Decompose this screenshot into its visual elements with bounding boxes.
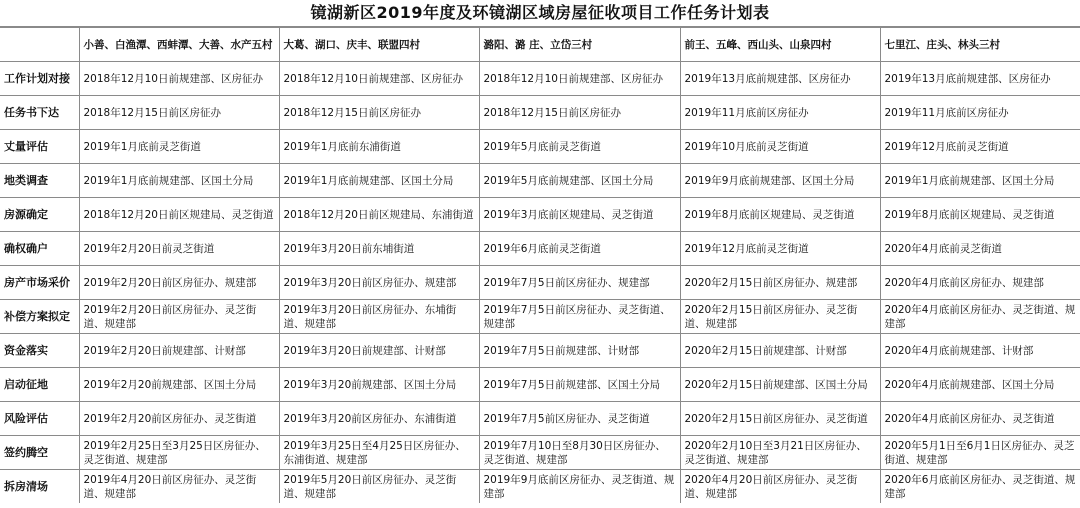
task-name-cell: 启动征地: [0, 368, 79, 402]
schedule-cell: 2019年8月底前区规建局、灵芝街道: [880, 198, 1080, 232]
schedule-cell: 2018年12月20日前区规建局、灵芝街道: [79, 198, 279, 232]
table-row: [0, 62, 1080, 96]
schedule-cell: 2019年1月底前规建部、区国土分局: [279, 164, 479, 198]
task-name-cell: 资金落实: [0, 334, 79, 368]
schedule-cell: 2020年4月底前区房征办、规建部: [880, 266, 1080, 300]
schedule-cell: 2019年5月20日前区房征办、灵芝街道、规建部: [279, 470, 479, 504]
schedule-cell: 2018年12月15日前区房征办: [479, 96, 680, 130]
schedule-cell: 2019年4月20日前区房征办、灵芝街道、规建部: [79, 470, 279, 504]
schedule-cell: 2019年3月底前区规建局、灵芝街道: [479, 198, 680, 232]
table-row: [0, 130, 1080, 164]
task-name-cell: 工作计划对接: [0, 62, 79, 96]
table-row: [0, 402, 1080, 436]
schedule-cell: 2020年2月15日前规建部、计财部: [680, 334, 880, 368]
schedule-cell: 2019年7月10日至8月30日区房征办、灵芝街道、规建部: [479, 436, 680, 470]
task-name-cell: 房产市场采价: [0, 266, 79, 300]
schedule-cell: 2019年7月5日前区房征办、灵芝街道、规建部: [479, 300, 680, 334]
schedule-cell: 2020年2月15日前规建部、区国土分局: [680, 368, 880, 402]
corner-cell: [0, 28, 79, 62]
schedule-cell: 2019年12月底前灵芝街道: [880, 130, 1080, 164]
schedule-cell: 2020年5月1日至6月1日区房征办、灵芝街道、规建部: [880, 436, 1080, 470]
schedule-cell: 2020年4月底前规建部、区国土分局: [880, 368, 1080, 402]
schedule-cell: 2020年2月15日前区房征办、规建部: [680, 266, 880, 300]
table-row: [0, 368, 1080, 402]
schedule-cell: 2019年1月底前灵芝街道: [79, 130, 279, 164]
schedule-cell: 2020年2月15日前区房征办、灵芝街道: [680, 402, 880, 436]
schedule-cell: 2019年2月20日前区房征办、灵芝街道、规建部: [79, 300, 279, 334]
schedule-cell: 2019年2月20日前灵芝街道: [79, 232, 279, 266]
schedule-cell: 2019年11月底前区房征办: [880, 96, 1080, 130]
schedule-cell: 2019年3月25日至4月25日区房征办、东浦街道、规建部: [279, 436, 479, 470]
schedule-cell: 2019年13月底前规建部、区房征办: [880, 62, 1080, 96]
schedule-cell: 2019年2月25日至3月25日区房征办、灵芝街道、规建部: [79, 436, 279, 470]
schedule-cell: 2019年3月20日前区房征办、规建部: [279, 266, 479, 300]
task-name-cell: 丈量评估: [0, 130, 79, 164]
schedule-cell: 2019年9月底前规建部、区国土分局: [680, 164, 880, 198]
task-name-cell: 风险评估: [0, 402, 79, 436]
schedule-cell: 2020年2月15日前区房征办、灵芝街道、规建部: [680, 300, 880, 334]
schedule-cell: 2019年12月底前灵芝街道: [680, 232, 880, 266]
task-name-cell: 拆房清场: [0, 470, 79, 504]
schedule-cell: 2019年7月5日前规建部、区国土分局: [479, 368, 680, 402]
table-row: [0, 164, 1080, 198]
schedule-cell: 2020年4月底前规建部、计财部: [880, 334, 1080, 368]
schedule-cell: 2019年7月5前区房征办、灵芝街道: [479, 402, 680, 436]
schedule-cell: 2020年4月20日前区房征办、灵芝街道、规建部: [680, 470, 880, 504]
column-header: 潞阳、潞 庄、立岱三村: [479, 28, 680, 62]
schedule-cell: 2020年2月10日至3月21日区房征办、灵芝街道、规建部: [680, 436, 880, 470]
task-name-cell: 确权确户: [0, 232, 79, 266]
schedule-cell: 2019年13月底前规建部、区房征办: [680, 62, 880, 96]
task-plan-table: [0, 27, 1080, 503]
task-name-cell: 补偿方案拟定: [0, 300, 79, 334]
schedule-cell: 2019年6月底前灵芝街道: [479, 232, 680, 266]
schedule-cell: 2019年5月底前灵芝街道: [479, 130, 680, 164]
sheet-title: 镜湖新区2019年度及环镜湖区域房屋征收项目工作任务计划表: [0, 0, 1080, 27]
table-row: [0, 266, 1080, 300]
schedule-cell: 2019年3月20日前区房征办、东埔街道、规建部: [279, 300, 479, 334]
column-header: 七里江、庄头、林头三村: [880, 28, 1080, 62]
column-header: 大葛、湖口、庆丰、联盟四村: [279, 28, 479, 62]
schedule-cell: 2019年2月20前规建部、区国土分局: [79, 368, 279, 402]
table-row: [0, 334, 1080, 368]
table-row: [0, 96, 1080, 130]
schedule-cell: 2019年2月20日前规建部、计财部: [79, 334, 279, 368]
table-row: [0, 470, 1080, 504]
schedule-cell: 2019年11月底前区房征办: [680, 96, 880, 130]
table-row: [0, 300, 1080, 334]
schedule-cell: 2020年6月底前区房征办、灵芝街道、规建部: [880, 470, 1080, 504]
table-row: [0, 436, 1080, 470]
header-row: [0, 28, 1080, 62]
task-table-body: [0, 62, 1080, 504]
schedule-cell: 2019年8月底前区规建局、灵芝街道: [680, 198, 880, 232]
schedule-cell: 2019年5月底前规建部、区国土分局: [479, 164, 680, 198]
schedule-cell: 2019年3月20日前东埔街道: [279, 232, 479, 266]
schedule-cell: 2019年7月5日前规建部、计财部: [479, 334, 680, 368]
schedule-cell: 2019年1月底前规建部、区国土分局: [880, 164, 1080, 198]
schedule-cell: 2018年12月20日前区规建局、东浦街道: [279, 198, 479, 232]
schedule-cell: 2020年4月底前区房征办、灵芝街道: [880, 402, 1080, 436]
schedule-cell: 2019年7月5日前区房征办、规建部: [479, 266, 680, 300]
schedule-cell: 2019年1月底前规建部、区国土分局: [79, 164, 279, 198]
schedule-cell: 2020年4月底前区房征办、灵芝街道、规建部: [880, 300, 1080, 334]
task-name-cell: 任务书下达: [0, 96, 79, 130]
schedule-cell: 2018年12月10日前规建部、区房征办: [479, 62, 680, 96]
schedule-cell: 2019年10月底前灵芝街道: [680, 130, 880, 164]
schedule-cell: 2019年2月20前区房征办、灵芝街道: [79, 402, 279, 436]
schedule-cell: 2019年3月20前区房征办、东浦街道: [279, 402, 479, 436]
schedule-cell: 2018年12月15日前区房征办: [79, 96, 279, 130]
column-header: 小善、白渔潭、西蚌潭、大善、水产五村: [79, 28, 279, 62]
task-name-cell: 房源确定: [0, 198, 79, 232]
schedule-cell: 2018年12月15日前区房征办: [279, 96, 479, 130]
schedule-cell: 2019年3月20前规建部、区国土分局: [279, 368, 479, 402]
schedule-cell: 2019年2月20日前区房征办、规建部: [79, 266, 279, 300]
task-name-cell: 签约腾空: [0, 436, 79, 470]
column-header: 前王、五峰、西山头、山泉四村: [680, 28, 880, 62]
task-name-cell: 地类调查: [0, 164, 79, 198]
schedule-cell: 2018年12月10日前规建部、区房征办: [79, 62, 279, 96]
schedule-cell: 2018年12月10日前规建部、区房征办: [279, 62, 479, 96]
table-row: [0, 198, 1080, 232]
schedule-cell: 2019年1月底前东浦街道: [279, 130, 479, 164]
schedule-cell: 2019年9月底前区房征办、灵芝街道、规建部: [479, 470, 680, 504]
schedule-cell: 2020年4月底前灵芝街道: [880, 232, 1080, 266]
table-row: [0, 232, 1080, 266]
schedule-cell: 2019年3月20日前规建部、计财部: [279, 334, 479, 368]
